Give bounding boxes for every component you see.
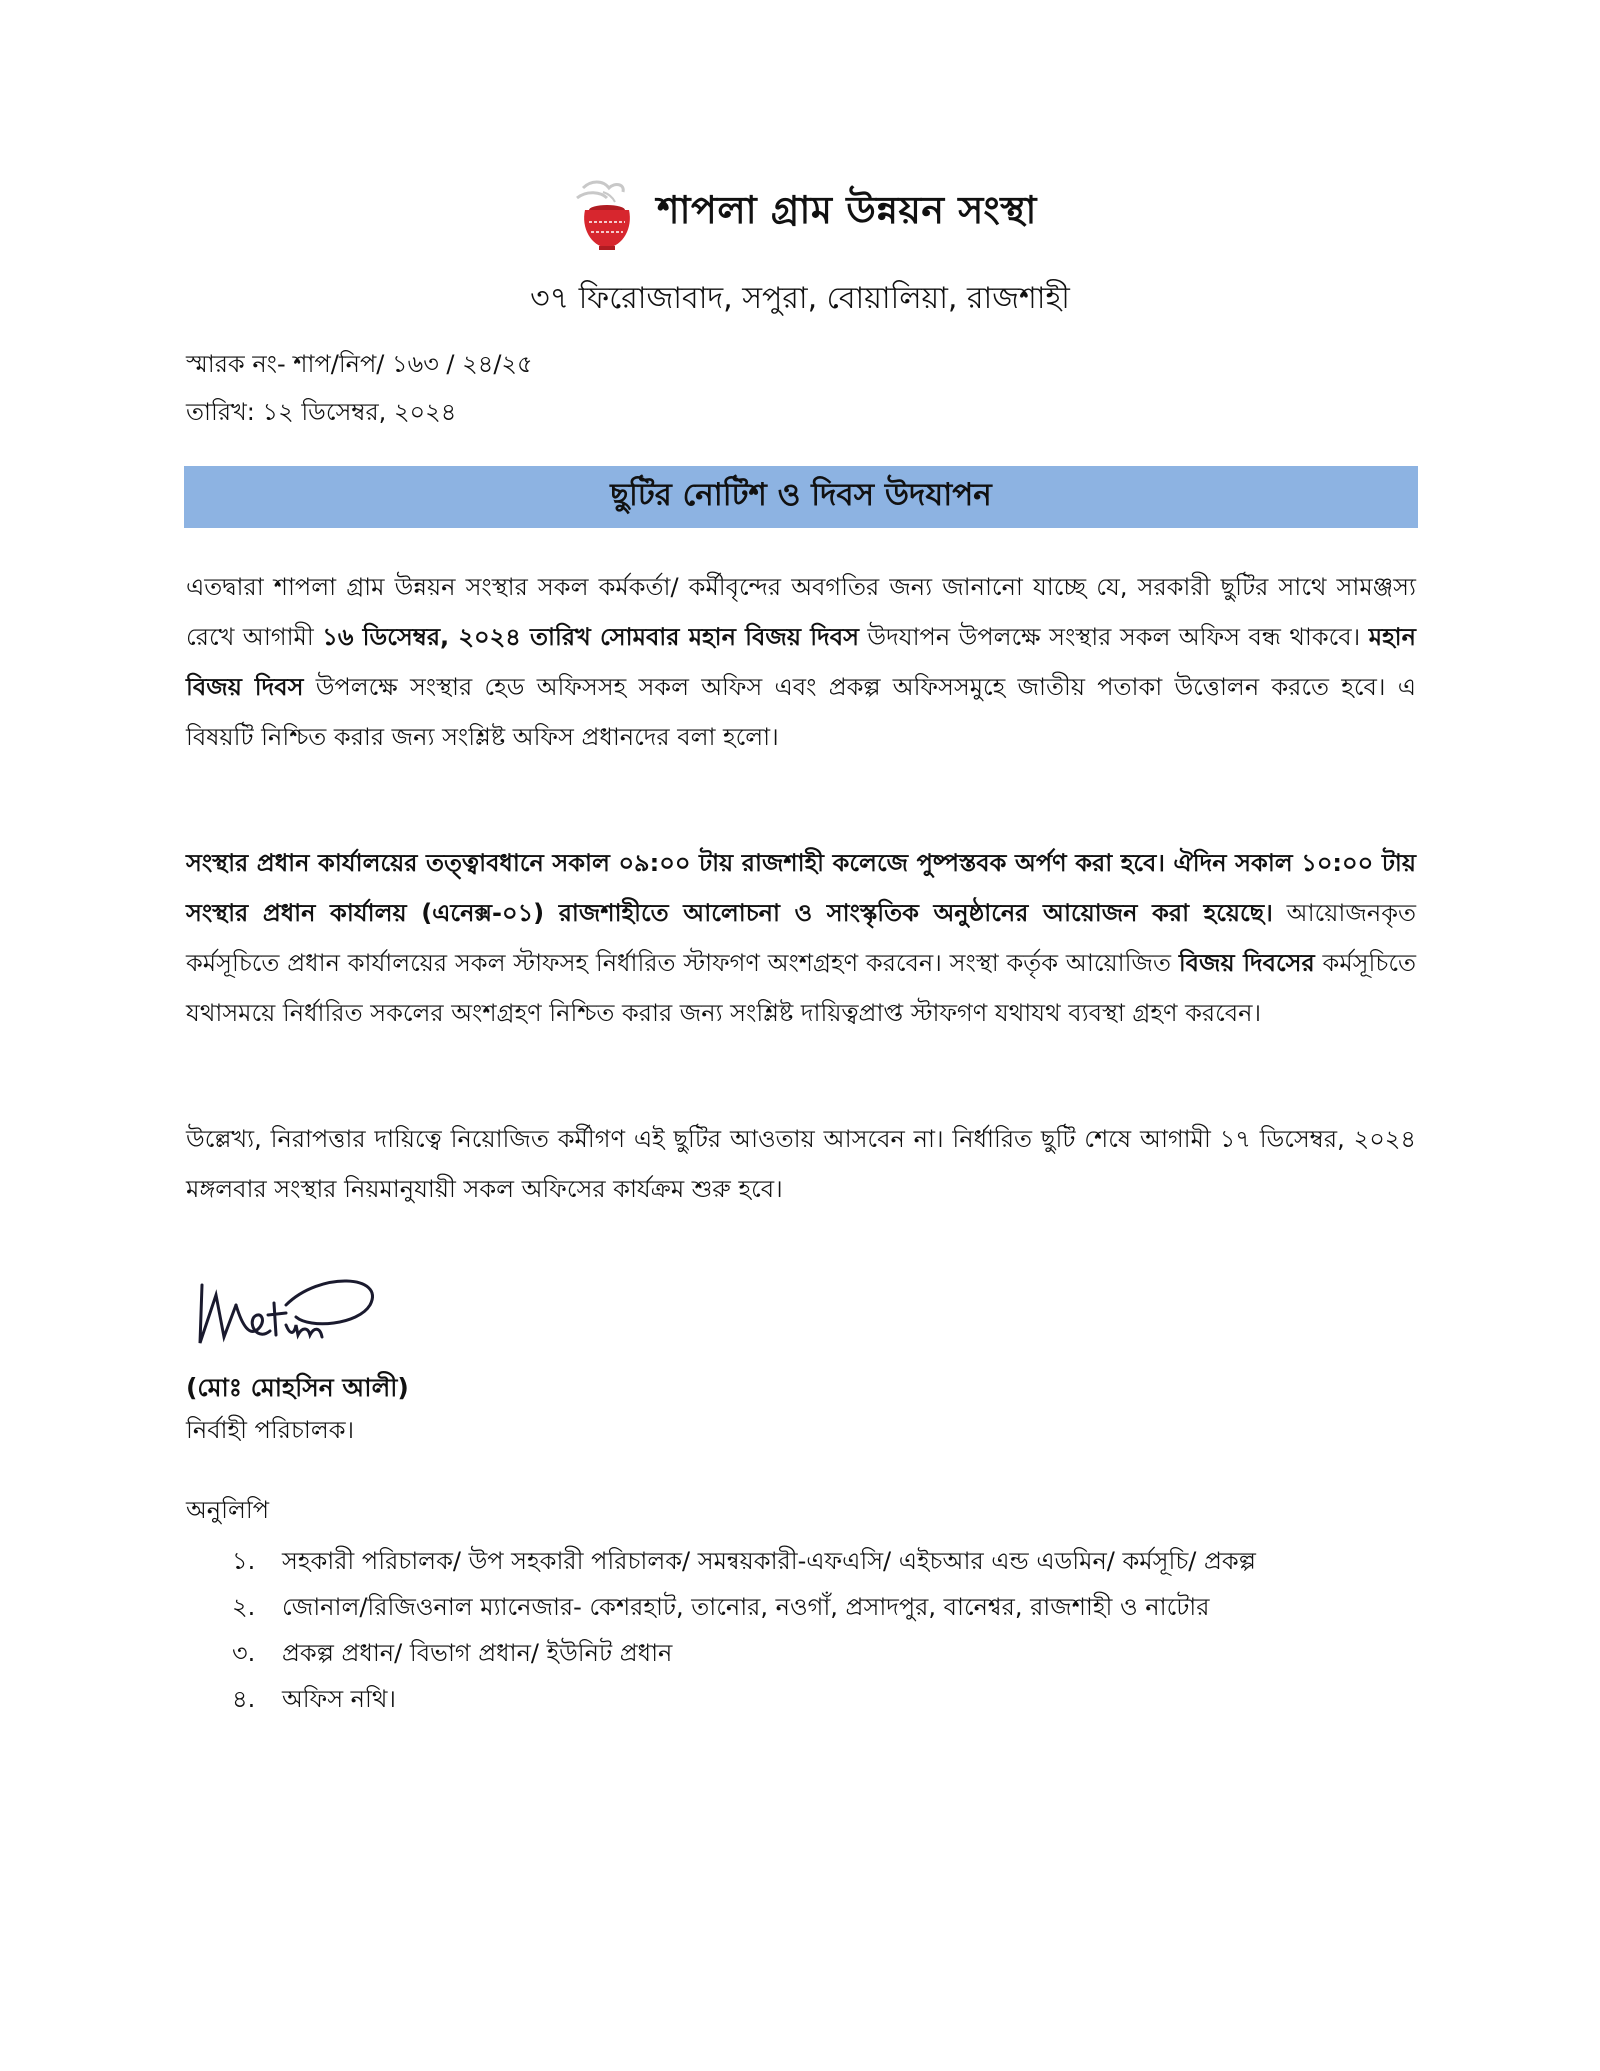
para1-bold-1: ১৬ ডিসেম্বর, ২০২৪ তারিখ সোমবার মহান বিজয় দিবস [322,623,859,651]
org-line [563,172,1037,254]
copies-heading: অনুলিপি [186,1496,270,1524]
paragraph-1 [186,562,1416,762]
title-bar [184,466,1418,528]
signatory-designation: নির্বাহী পরিচালক। [186,1416,355,1444]
copy-text: প্রকল্প প্রধান/ বিভাগ প্রধান/ ইউনিট প্রধান [282,1639,673,1667]
paragraph-3: উল্লেখ্য, নিরাপত্তার দায়িত্বে নিয়োজিত কর্মীগণ এই ছুটির আওতায় আসবেন না। নির্ধারিত ছুটি শেষে আগামী ১৭ ডিসেম্বর, ২০২৪ মঙ্গলবার সংস্থার নিয়মানুযায়ী সকল অফিসের কার্যক্রম শুরু হবে। [186,1125,1416,1203]
letterhead [0,172,1600,325]
para2-text-1: আয়োজনকৃত কর্মসূচিতে প্রধান কার্যালয়ের সকল স্টাফসহ নির্ধারিত স্টাফগণ অংশগ্রহণ করবেন। সংস্থা কর্তৃক আয়োজিত [186,899,1416,977]
org-name: শাপলা গ্রাম উন্নয়ন সংস্থা [657,188,1037,232]
signature-image [190,1265,390,1365]
para1-text-2: উদযাপন উপলক্ষে সংস্থার সকল অফিস বন্ধ থাকবে। [858,623,1369,651]
memo-date: তারিখ: ১২ ডিসেম্বর, ২০২৪ [186,398,457,426]
copy-item [232,1630,1256,1676]
reference-block [186,340,533,436]
signatory-name: (মোঃ মোহসিন আলী) [186,1373,409,1402]
copy-text: জোনাল/রিজিওনাল ম্যানেজার- কেশরহাট, তানোর, নওগাঁ, প্রসাদপুর, বানেশ্বর, রাজশাহী ও নাটোর [282,1593,1210,1621]
para1-text-3: উপলক্ষে সংস্থার হেড অফিসসহ সকল অফিস এবং প্রকল্প অফিসসমুহে জাতীয় পতাকা উত্তোলন করতে হবে। এ বিষয়টি নিশ্চিত করার জন্য সংশ্লিষ্ট অফিস প্রধানদের বলা হলো। [186,673,1416,751]
copy-number: ১. [232,1547,256,1575]
copies-list [232,1538,1256,1722]
copy-text: সহকারী পরিচালক/ উপ সহকারী পরিচালক/ সমন্বয়কারী-এফএসি/ এইচআর এন্ড এডমিন/ কর্মসূচি/ প্রকল্প [282,1547,1256,1575]
copy-text: অফিস নথি। [282,1685,396,1713]
copy-item [232,1676,1256,1722]
memo-number: স্মারক নং- শাপ/নিপ/ ১৬৩ / ২৪/২৫ [186,350,533,378]
para1-bold-2: মহান বিজয় দিবস [186,623,1416,701]
copy-number: ৩. [232,1639,256,1667]
para1-text-1: এতদ্বারা শাপলা গ্রাম উন্নয়ন সংস্থার সকল কর্মকর্তা/ কর্মীবৃন্দের অবগতির জন্য জানানো যাচ্ছে যে, সরকারী ছুটির সাথে সামঞ্জস্য রেখে আগামী [186,573,1416,651]
org-address: ৩৭ ফিরোজাবাদ, সপুরা, বোয়ালিয়া, রাজশাহী [530,281,1070,316]
para2-text-2: কর্মসূচিতে যথাসময়ে নির্ধারিত সকলের অংশগ্রহণ নিশ্চিত করার জন্য সংশ্লিষ্ট দায়িত্বপ্রাপ্ত স্টাফগণ যথাযথ ব্যবস্থা গ্রহণ করবেন। [186,949,1416,1027]
copy-item [232,1584,1256,1630]
paragraph-2 [186,838,1416,1038]
logo-icon [563,172,647,254]
copy-number: ২. [232,1593,256,1621]
para2-bold-2: বিজয় দিবসের [1178,949,1315,977]
notice-title: ছুটির নোটিশ ও দিবস উদযাপন [610,477,992,513]
copy-number: ৪. [232,1685,256,1713]
para2-bold-1: সংস্থার প্রধান কার্যালয়ের তত্ত্বাবধানে সকাল ০৯:০০ টায় রাজশাহী কলেজে পুষ্পস্তবক অর্পণ করা হবে। ঐদিন সকাল ১০:০০ টায় সংস্থার প্রধান কার্যালয় (এনেক্স-০১) রাজশাহীতে আলোচনা ও সাংস্কৃতিক অনুষ্ঠানের আয়োজন করা হয়েছে। [186,849,1416,927]
copy-item [232,1538,1256,1584]
